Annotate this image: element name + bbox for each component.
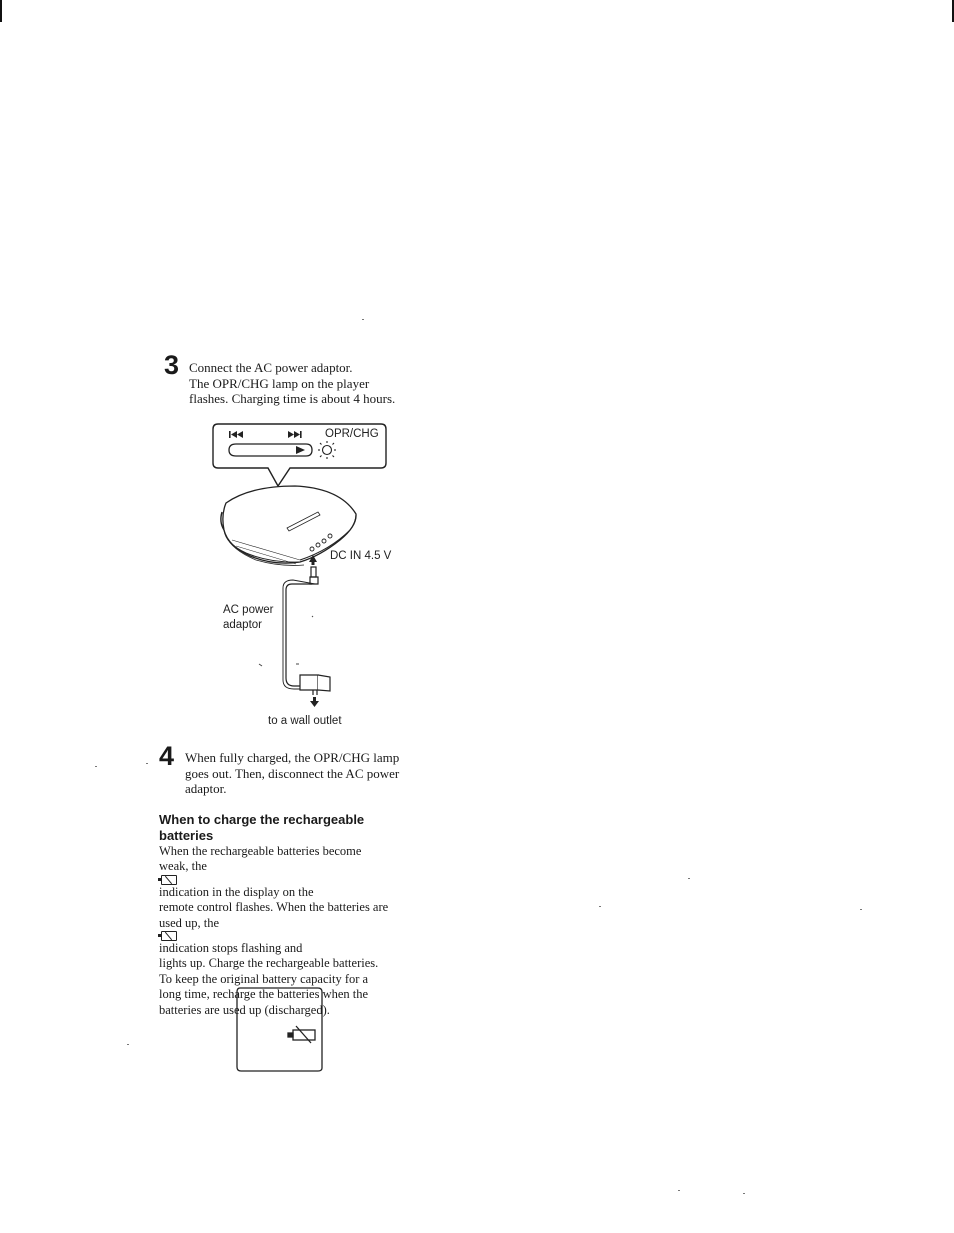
section-heading-line: When to charge the rechargeable bbox=[159, 812, 365, 827]
paragraph-line bbox=[159, 859, 388, 900]
step-4-line: adaptor. bbox=[185, 781, 227, 796]
scan-speck bbox=[146, 763, 148, 764]
ac-adaptor-box bbox=[300, 675, 330, 695]
step-3-line: The OPR/CHG lamp on the player bbox=[189, 375, 370, 391]
adaptor-label-line: adaptor bbox=[223, 619, 263, 631]
section-heading bbox=[159, 812, 364, 843]
paragraph-line bbox=[159, 916, 388, 957]
paragraph-fragment: indication in the display on the bbox=[159, 884, 314, 899]
paragraph-fragment: indication stops flashing and bbox=[159, 941, 303, 956]
step-3-number: 3 bbox=[164, 350, 180, 380]
scan-speck bbox=[95, 766, 97, 767]
outlet-label: to a wall outlet bbox=[268, 715, 342, 727]
down-arrow-icon bbox=[310, 697, 319, 707]
paragraph-line: To keep the original battery capacity for a bbox=[159, 971, 369, 986]
paragraph-line: remote control flashes. When the batteries are bbox=[159, 900, 389, 915]
paragraph-line: long time, recharge the batteries when the bbox=[159, 987, 369, 1002]
battery-indicator-icon bbox=[161, 931, 177, 941]
step-4-number: 4 bbox=[159, 741, 175, 771]
step-3-line: flashes. Charging time is about 4 hours. bbox=[189, 391, 396, 406]
paragraph-fragment: used up, the bbox=[159, 915, 220, 930]
scan-speck bbox=[127, 1044, 129, 1045]
step-4-line: goes out. Then, disconnect the AC power bbox=[185, 765, 400, 781]
scan-speck bbox=[362, 319, 364, 320]
scan-speck bbox=[678, 1190, 680, 1191]
adaptor-label-line: AC power bbox=[223, 604, 274, 616]
scan-speck bbox=[599, 906, 601, 907]
step-3-line: Connect the AC power adaptor. bbox=[189, 360, 353, 375]
paragraph-fragment: weak, the bbox=[159, 859, 207, 874]
section-heading-line: batteries bbox=[159, 827, 214, 843]
lamp-label: OPR/CHG bbox=[325, 428, 379, 440]
section-paragraph bbox=[159, 844, 388, 1018]
scan-speck bbox=[860, 909, 862, 910]
step-4-line: When fully charged, the OPR/CHG lamp bbox=[185, 750, 400, 765]
battery-empty-icon bbox=[288, 1026, 315, 1043]
adaptor-label bbox=[223, 603, 274, 633]
scan-speck bbox=[688, 878, 690, 879]
adaptor-cord bbox=[283, 567, 318, 689]
battery-indicator-icon bbox=[161, 875, 177, 885]
paragraph-line: When the rechargeable batteries become bbox=[159, 844, 362, 858]
step-4-text bbox=[185, 750, 399, 797]
dc-in-label: DC IN 4.5 V bbox=[330, 550, 392, 562]
paragraph-line: batteries are used up (discharged). bbox=[159, 1002, 330, 1017]
paragraph-line: lights up. Charge the rechargeable batteries. bbox=[159, 956, 379, 971]
scan-speck bbox=[743, 1193, 745, 1194]
